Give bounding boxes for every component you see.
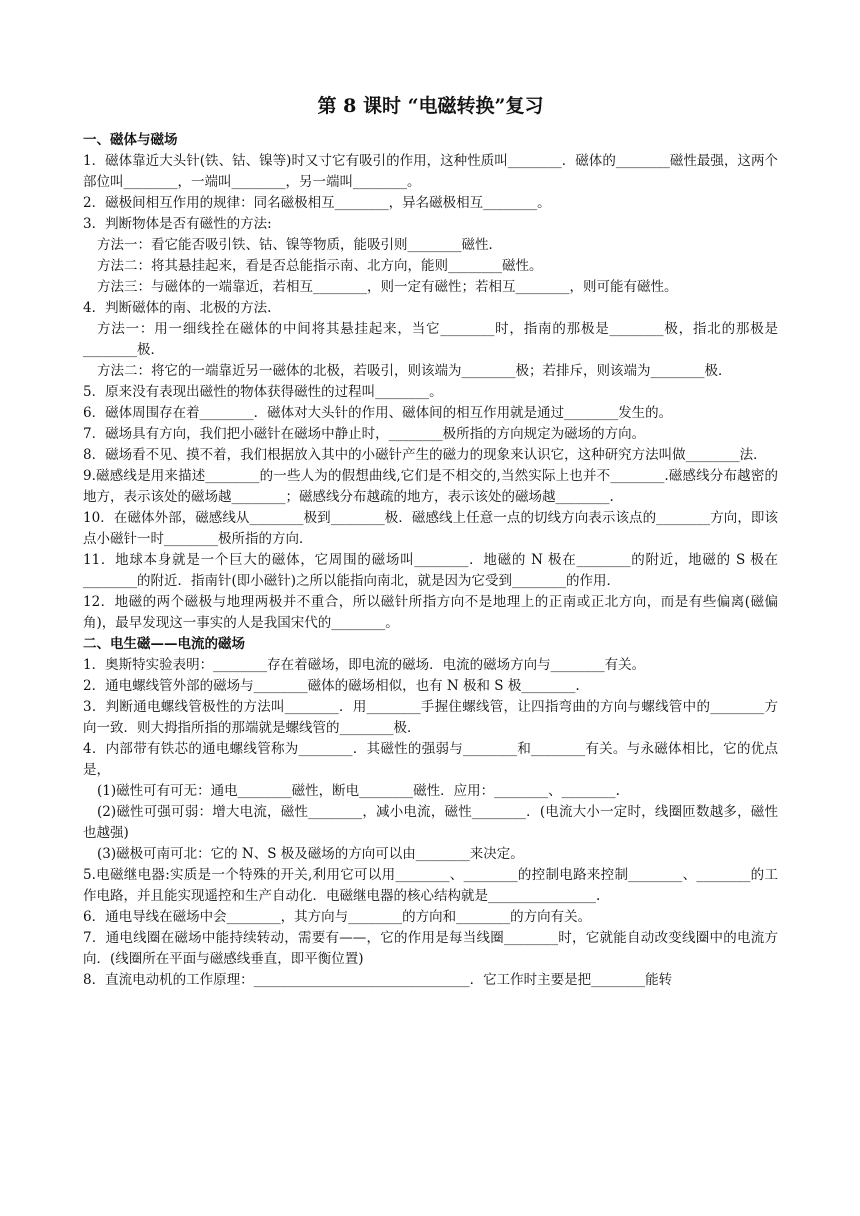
question-item: 9.磁感线是用来描述________的一些人为的假想曲线,它们是不相交的,当然实际上也并不________.磁感线分布越密的地方，表示该处的磁场越________；磁感线分布越疏的地方，表示该处的磁场越________. xyxy=(83,468,778,505)
question-item: 8．直流电动机的工作原理：________________________________．它工作时主要是把________能转 xyxy=(83,972,673,988)
section-heading: 一、磁体与磁场 xyxy=(83,132,178,148)
question-item: 8．磁场看不见、摸不着，我们根据放入其中的小磁针产生的磁力的现象来认识它，这种研究方法叫做________法． xyxy=(83,447,767,463)
question-item: 7．通电线圈在磁场中能持续转动，需要有——，它的作用是每当线圈________时，它就能自动改变线圈中的电流方向．(线圈所在平面与磁感线垂直，即平衡位置) xyxy=(83,930,778,967)
question-item: (3)磁极可南可北：它的 N、S 极及磁场的方向可以由________来决定。 xyxy=(97,846,524,862)
question-item: 4．判断磁体的南、北极的方法. xyxy=(83,300,272,316)
question-item: 方法一：看它能否吸引铁、钴、镍等物质，能吸引则________磁性． xyxy=(97,237,502,253)
question-item: 11．地球本身就是一个巨大的磁体，它周围的磁场叫________．地磁的 N 极在________的附近，地磁的 S 极在________的附近．指南针(即小磁针)之所以能指向南北，就是因为它受到________的作用． xyxy=(83,552,778,589)
sections-container xyxy=(83,130,778,991)
question-item: 5.电磁继电器:实质是一个特殊的开关,利用它可以用________、________的控制电路来控制________、________的工作电路，并且能实现遥控和生产自动化．电磁继电器的核心结构就是________________. xyxy=(83,867,778,904)
question-item: 3．判断物体是否有磁性的方法: xyxy=(83,216,272,232)
question-item: (2)磁性可强可弱：增大电流，磁性________，减小电流，磁性________．(电流大小一定时，线圈匝数越多，磁性也越强) xyxy=(83,804,778,841)
question-item: 10．在磁体外部，磁感线从________极到________极．磁感线上任意一点的切线方向表示该点的________方向，即该点小磁针一时________极所指的方向． xyxy=(83,510,778,547)
question-item: 1．磁体靠近大头针(铁、钴、镍等)时又寸它有吸引的作用，这种性质叫________．磁体的________磁性最强，这两个部位叫________，一端叫________，另一端叫________。 xyxy=(83,153,778,190)
question-item: 方法二：将它的一端靠近另一磁体的北极，若吸引，则该端为________极；若排斥，则该端为________极． xyxy=(97,363,732,379)
question-item: 3．判断通电螺线管极性的方法叫________．用________手握住螺线管，让四指弯曲的方向与螺线管中的________方向一致．则大拇指所指的那端就是螺线管的________极． xyxy=(83,699,778,736)
page-title: 第 8 课时 “电磁转换”复习 xyxy=(317,95,544,117)
question-item: 7．磁场具有方向，我们把小磁针在磁场中静止时，________极所指的方向规定为磁场的方向。 xyxy=(83,426,646,442)
question-item: 6．通电导线在磁场中会________，其方向与________的方向和________的方向有关。 xyxy=(83,909,592,925)
question-item: 6．磁体周围存在着________．磁体对大头针的作用、磁体间的相互作用就是通过________发生的。 xyxy=(83,405,673,421)
section-1 xyxy=(83,130,778,634)
question-item: 方法一：用一细线拴在磁体的中间将其悬挂起来，当它________时，指南的那极是________极，指北的那极是________极． xyxy=(83,321,778,358)
question-item: 2．磁极间相互作用的规律：同名磁极相互________，异名磁极相互________。 xyxy=(83,195,551,211)
section-2 xyxy=(83,634,778,991)
question-item: 1．奥斯特实验表明：________存在着磁场，即电流的磁场．电流的磁场方向与________有关。 xyxy=(83,657,646,673)
worksheet xyxy=(83,92,778,991)
question-item: 5．原来没有表现出磁性的物体获得磁性的过程叫________。 xyxy=(83,384,443,400)
section-heading: 二、电生磁——电流的磁场 xyxy=(83,636,245,652)
question-item: 4．内部带有铁芯的通电螺线管称为________．其磁性的强弱与________和________有关。与永磁体相比，它的优点是， xyxy=(83,741,778,778)
question-item: 方法三：与磁体的一端靠近，若相互________，则一定有磁性；若相互________，则可能有磁性。 xyxy=(97,279,678,295)
question-item: 12．地磁的两个磁极与地理两极并不重合，所以磁针所指方向不是地理上的正南或正北方向，而是有些偏离(磁偏角)，最早发现这一事实的人是我国宋代的________。 xyxy=(83,594,778,631)
question-item: (1)磁性可有可无：通电________磁性，断电________磁性．应用：________、________. xyxy=(97,783,620,799)
question-item: 2．通电螺线管外部的磁场与________磁体的磁场相似，也有 N 极和 S 极________. xyxy=(83,678,580,694)
question-item: 方法二：将其悬挂起来，看是否总能指示南、北方向，能则________磁性。 xyxy=(97,258,543,274)
